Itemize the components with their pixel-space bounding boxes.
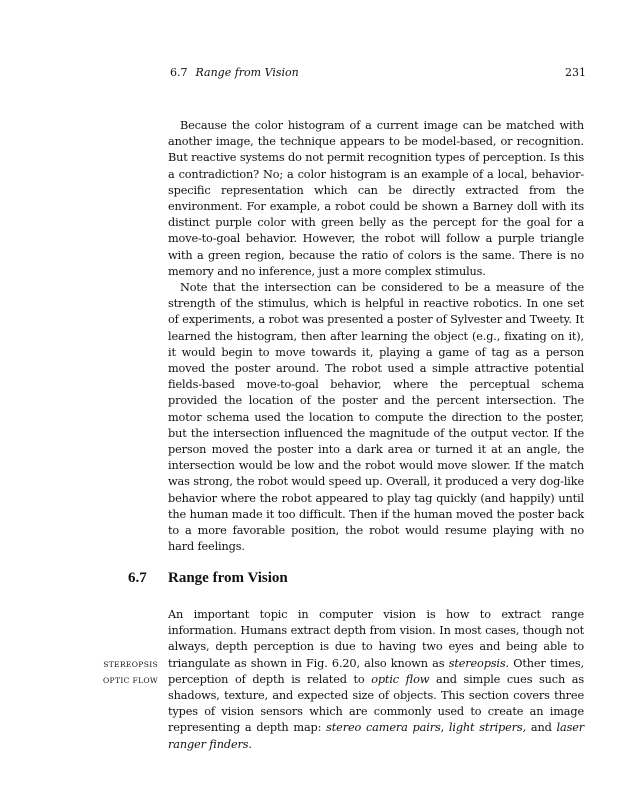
running-head — [170, 66, 586, 79]
paragraph-color-histogram: Because the color histogram of a current image can be matched with another image, the technique appears to be model-based, or recognition. But reactive systems do not permit recognition types of perception. Is this a contradiction? No; a color histogram is an example of a local, behavior-specific representation which can be directly extracted from the environment. For example, a robot could be shown a Barney doll with its distinct purple color with green belly as the percept for the goal for a move-to-goal behavior. However, the robot will follow a purple triangle with a green region, because the ratio of colors is the same. There is no memory and no inference, just a more complex stimulus. — [168, 119, 584, 278]
page-number: 231 — [565, 66, 586, 79]
para-sep-1: , — [440, 721, 449, 735]
paragraph-intersection-strength: Note that the intersection can be considered to be a measure of the strength of the stimulus, which is helpful in reactive robotics. In one set of experiments, a robot was presented a poster of Sylvester and Tweety. It learned the histogram, then after learning the object (e.g., fixating on it), it would begin to move towards it, playing a game of tag as a person moved the poster around. The robot used a simple attractive potential fields-based move-to-goal behavior, where the perceptual schema provided the location of the poster and the percent intersection. The motor schema used the location to compute the direction to the poster, but the intersection influenced the magnitude of the output vector. If the person moved the poster into a dark area or turned it at an angle, the intersection would be low and the robot would move slower. If the match was strong, the robot would speed up. Overall, it produced a very dog-like behavior where the robot appeared to play tag quickly (and happily) until the human made it too difficult. Then if the human moved the poster back to a more favorable position, the robot would resume playing with no hard feelings. — [168, 281, 584, 554]
para-sep-2: , and — [522, 721, 557, 735]
running-head-section-title: Range from Vision — [195, 66, 299, 79]
section-heading-number: 6.7 — [128, 570, 147, 586]
para-end: . — [248, 737, 252, 751]
running-head-section — [170, 66, 299, 79]
para-text-part2: . Other times, perception of depth is related to — [168, 656, 584, 686]
section-heading-title: Range from Vision — [168, 570, 288, 586]
margin-note-stereopsis: STEREOPSIS — [103, 660, 158, 669]
term-stereopsis: stereopsis — [448, 656, 506, 670]
para-text-part1: An important topic in computer vision is how to extract range information. Humans extract depth from vision. In most cases, though not always, depth perception is due to having two eyes and being able to triangulate as shown in Fig. 6.20, also known as — [168, 608, 584, 670]
body-text-section — [168, 607, 584, 753]
running-head-section-number: 6.7 — [170, 66, 188, 79]
term-optic-flow: optic flow — [371, 672, 430, 686]
paragraph-range-from-vision — [168, 607, 584, 753]
margin-note-optic-flow: OPTIC FLOW — [103, 676, 158, 685]
term-stereo-camera-pairs: stereo camera pairs — [326, 721, 441, 735]
para-text-part3: and simple cues such as shadows, texture, and expected size of objects. This section covers three types of vision sensors which are commonly used to create an image representing a depth map: — [168, 672, 585, 735]
body-text-top — [168, 118, 584, 555]
term-laser-ranger-finders: laser ranger finders — [168, 721, 584, 751]
term-light-stripers: light stripers — [448, 721, 523, 735]
